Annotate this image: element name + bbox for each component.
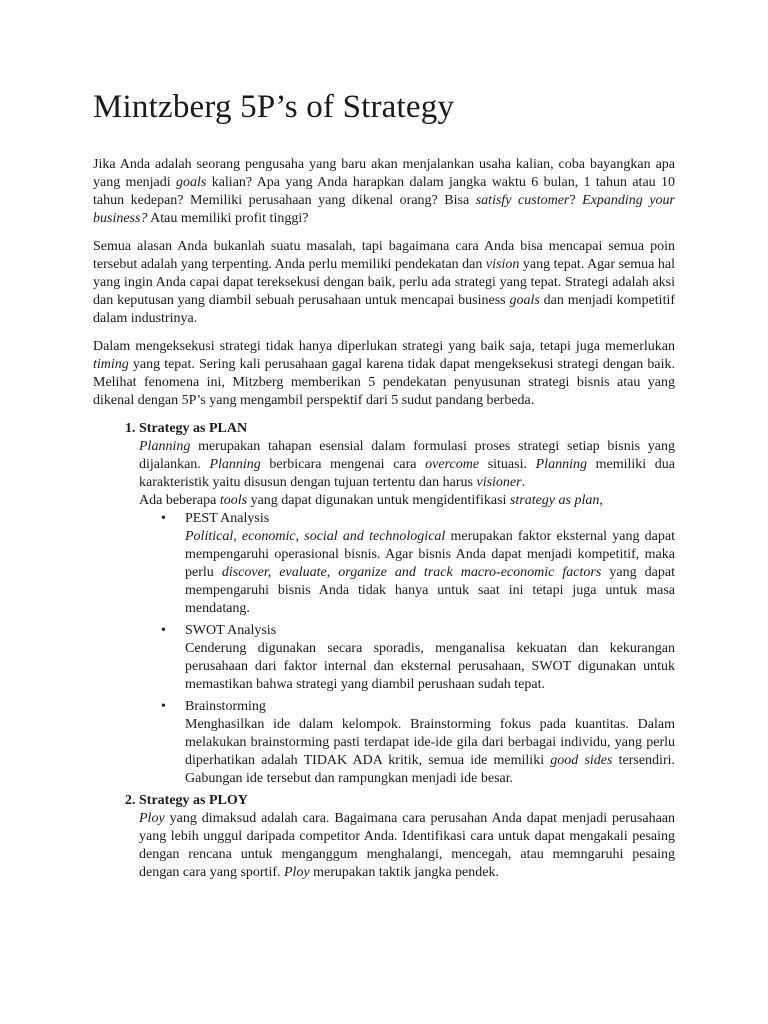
strategy-tools-intro: Ada beberapa tools yang dapat digunakan untuk mengidentifikasi strategy as plan, xyxy=(139,492,603,508)
strategy-item-plan xyxy=(139,420,675,788)
tool-name: • PEST Analysis xyxy=(185,510,270,526)
document-title: Mintzberg 5P’s of Strategy xyxy=(93,89,455,125)
strategy-heading: 1. Strategy as PLAN xyxy=(139,420,248,436)
tool-description: Cenderung digunakan secara sporadis, menganalisa kekuatan dan kekurangan perusahaan dari faktor internal dan eksternal perusahaan, SWOT digunakan untuk memastikan bahwa strategi yang diambil perushaan sudah tepat. xyxy=(185,640,675,692)
strategy-list xyxy=(93,420,675,882)
tool-name: • Brainstorming xyxy=(185,698,266,714)
intro-section xyxy=(93,156,675,410)
strategy-item-ploy xyxy=(139,792,675,882)
list-item xyxy=(185,698,675,788)
strategy-heading: 2. Strategy as PLOY xyxy=(139,792,248,808)
strategy-body: Planning merupakan tahapan esensial dalam formulasi proses strategi setiap bisnis yang dijalankan. Planning berbicara mengenai cara overcome situasi. Planning memiliki dua karakteristik yaitu disusun dengan tujuan tertentu dan harus visioner. xyxy=(139,438,676,490)
tool-description: Political, economic, social and technological merupakan faktor eksternal yang dapat mempengaruhi operasional bisnis. Agar bisnis Anda dapat menjadi kompetitif, maka perlu discover, evaluate, organize and track macro-economic factors yang dapat mempengaruhi bisnis Anda tidak hanya untuk saat ini tetapi juga untuk masa mendatang. xyxy=(185,528,676,616)
intro-paragraph: Dalam mengeksekusi strategi tidak hanya diperlukan strategi yang baik saja, tetapi juga memerlukan timing yang tepat. Sering kali perusahaan gagal karena tidak dapat mengeksekusi strategi dengan baik. Melihat fenomena ini, Mitzberg memberikan 5 pendekatan penyusunan strategi bisnis atau yang dikenal dengan 5P’s yang mengambil perspektif dari 5 sudut pandang berbeda. xyxy=(93,338,675,408)
tool-list xyxy=(139,510,675,788)
intro-paragraph: Jika Anda adalah seorang pengusaha yang baru akan menjalankan usaha kalian, coba bayangkan apa yang menjadi goals kalian? Apa yang Anda harapkan dalam jangka waktu 6 bulan, 1 tahun atau 10 tahun kedepan? Memiliki perusahaan yang dikenal orang? Bisa satisfy customer? Expanding your business? Atau memiliki profit tinggi? xyxy=(93,156,676,226)
strategy-body: Ploy yang dimaksud adalah cara. Bagaimana cara perusahan Anda dapat menjadi perusahaan yang lebih unggul daripada competitor Anda. Identifikasi cara untuk dapat mengakali pesaing dengan rencana untuk menganggum menghalangi, mencegah, atau memngaruhi pesaing dengan cara yang sportif. Ploy merupakan taktik jangka pendek. xyxy=(139,810,675,880)
tool-description: Menghasilkan ide dalam kelompok. Brainstorming fokus pada kuantitas. Dalam melakukan brainstorming pasti terdapat ide-ide gila dari berbagai individu, yang perlu diperhatikan adalah TIDAK ADA kritik, semua ide memiliki good sides tersendiri. Gabungan ide tersebut dan rampungkan menjadi ide besar. xyxy=(185,716,676,786)
list-item xyxy=(185,510,675,618)
list-item xyxy=(185,622,675,694)
tool-name: • SWOT Analysis xyxy=(185,622,277,638)
intro-paragraph: Semua alasan Anda bukanlah suatu masalah, tapi bagaimana cara Anda bisa mencapai semua poin tersebut adalah yang terpenting. Anda perlu memiliki pendekatan dan vision yang tepat. Agar semua hal yang ingin Anda capai dapat tereksekusi dengan baik, perlu ada strategi yang tepat. Strategi adalah aksi dan keputusan yang diambil sebuah perusahaan untuk mencapai business goals dan menjadi kompetitif dalam industrinya. xyxy=(93,238,676,326)
